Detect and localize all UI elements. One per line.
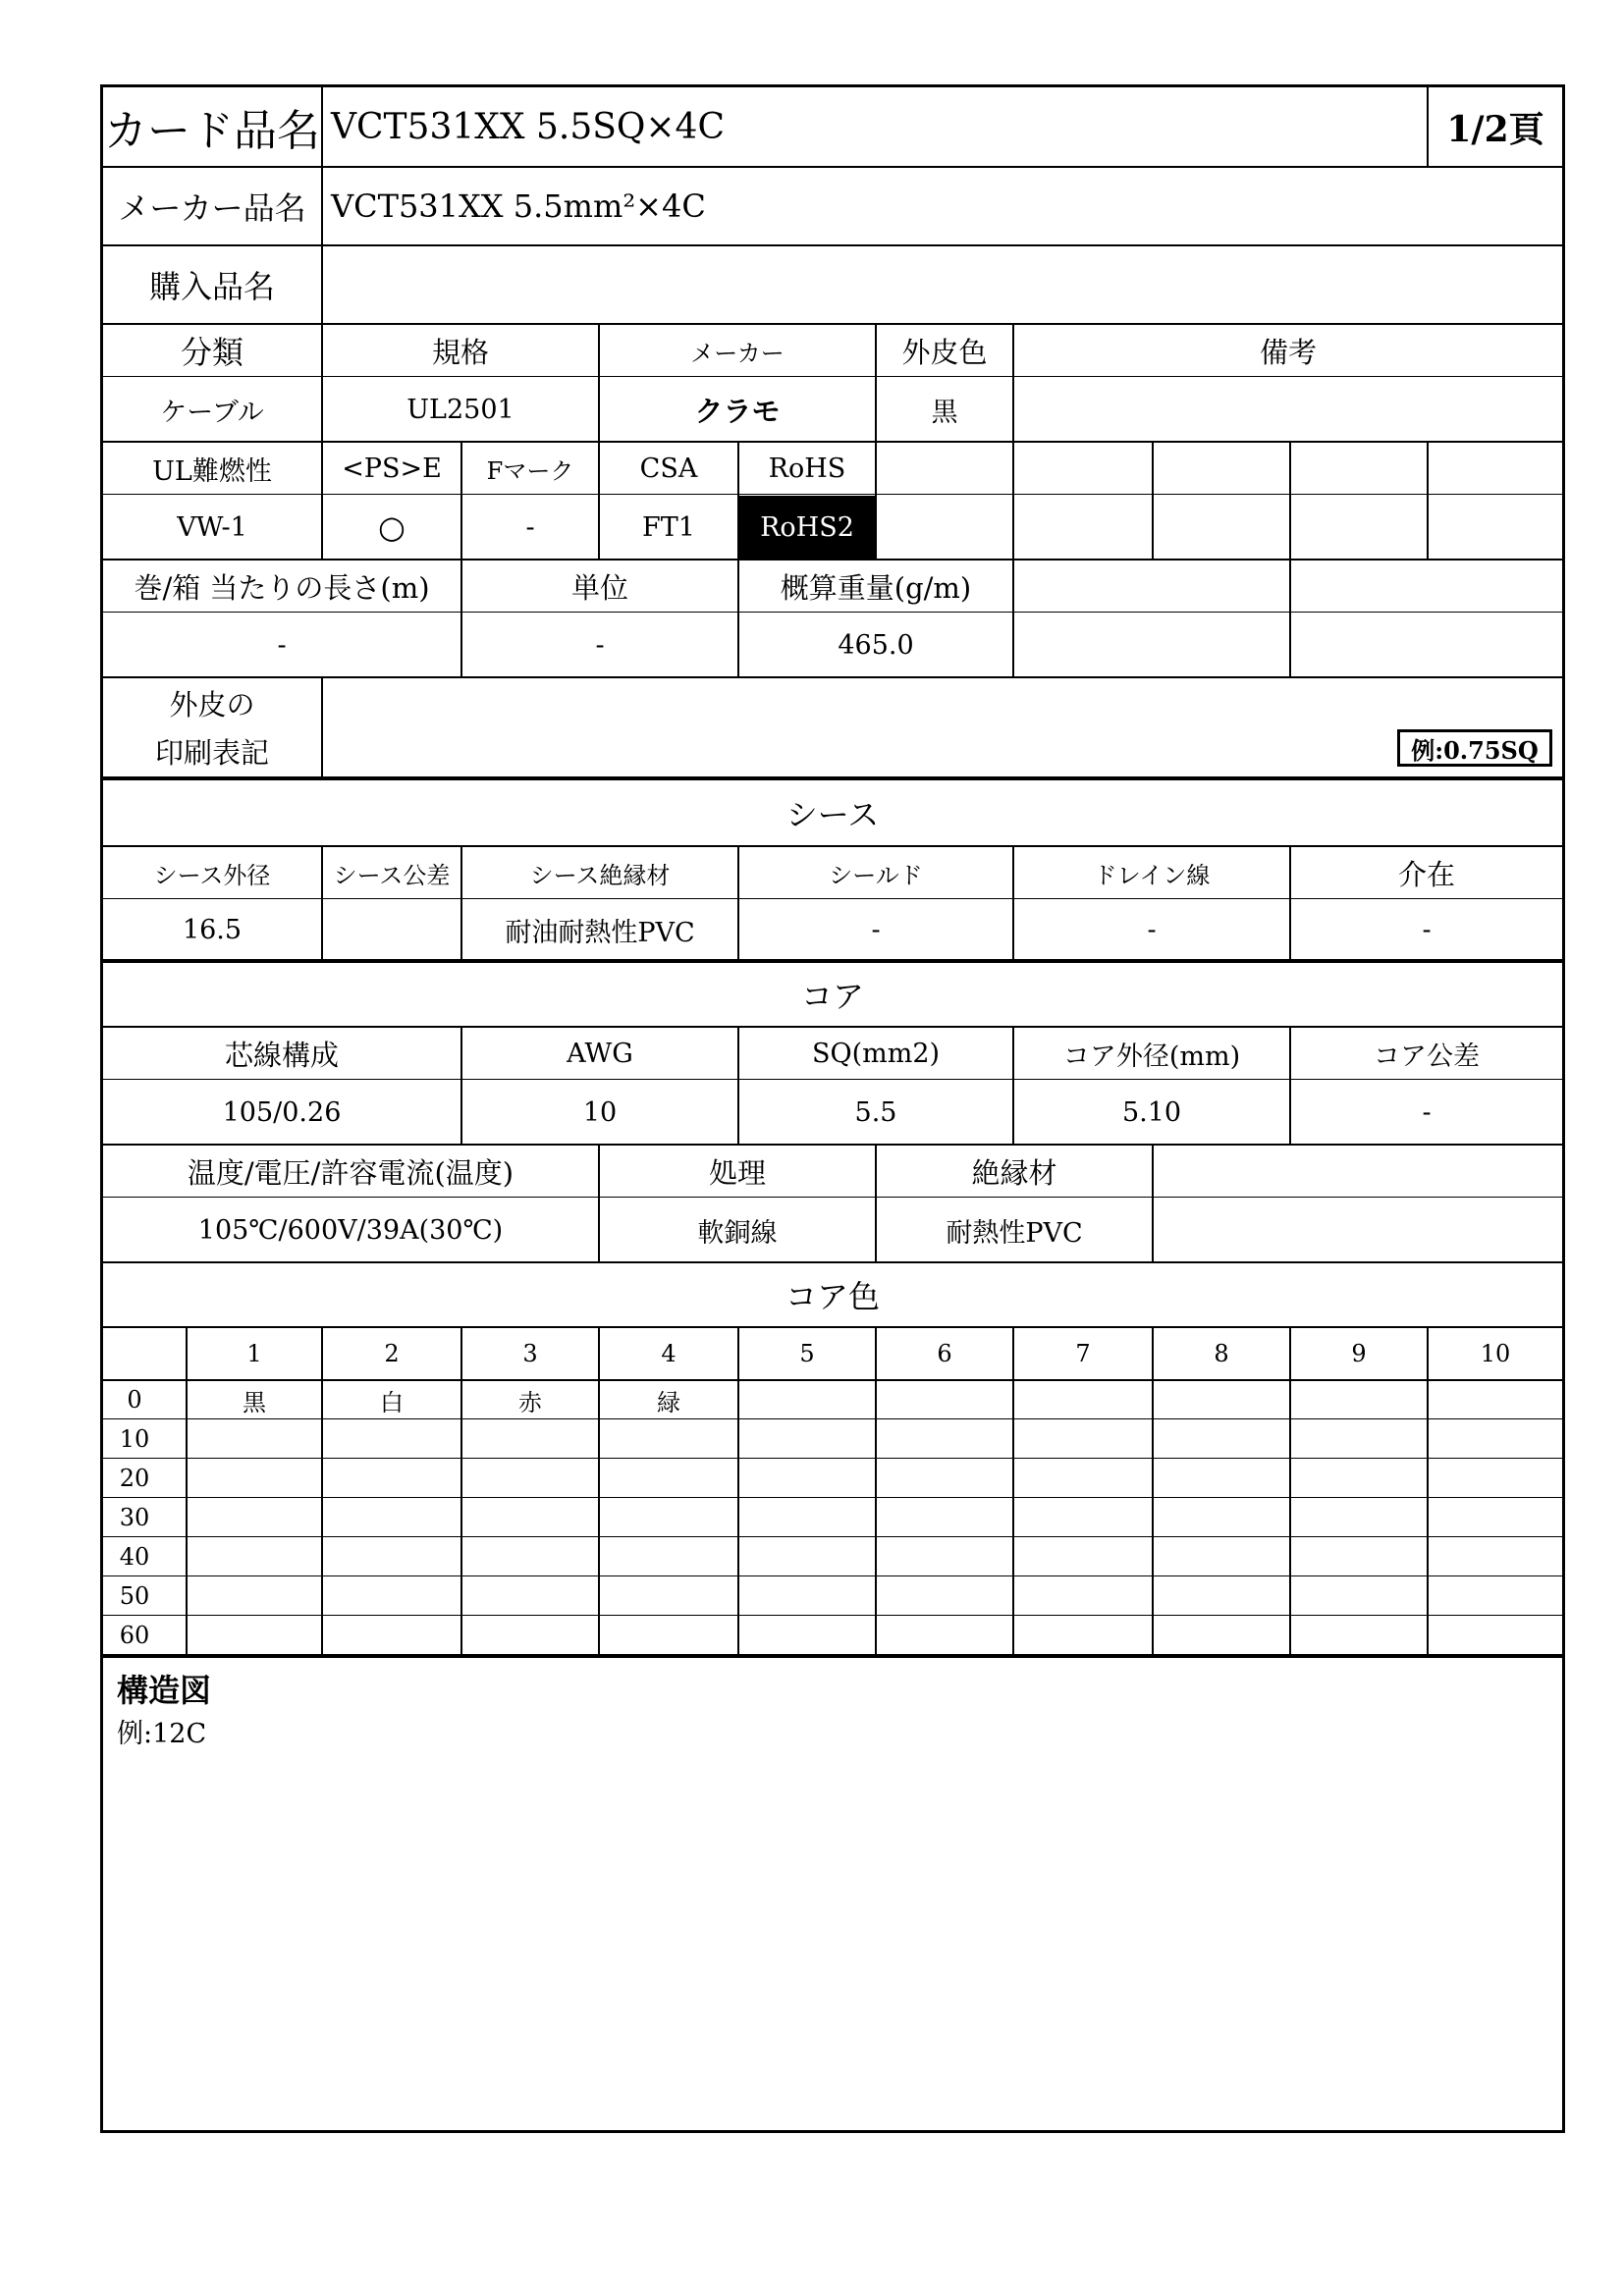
color-cell bbox=[1154, 1460, 1289, 1497]
color-row-label: 20 bbox=[119, 1465, 150, 1492]
color-cell bbox=[1154, 1420, 1289, 1458]
card-name-label: カード品名 bbox=[104, 106, 320, 156]
std-extra-value-1 bbox=[877, 496, 1012, 559]
spec-sheet bbox=[100, 84, 1565, 2133]
color-cell bbox=[1014, 1538, 1152, 1575]
rohs-value: RoHS2 bbox=[739, 496, 875, 559]
remarks-header: 備考 bbox=[1259, 335, 1317, 369]
color-cell bbox=[739, 1460, 875, 1497]
color-cell bbox=[323, 1420, 460, 1458]
unit-header: 単位 bbox=[570, 570, 628, 605]
color-cell bbox=[877, 1577, 1012, 1615]
purchase-name-value bbox=[331, 246, 1548, 323]
core-tolerance-header: コア公差 bbox=[1374, 1041, 1480, 1072]
maker-name-value: VCT531XX 5.5mm²×4C bbox=[331, 187, 706, 225]
color-col-header: 10 bbox=[1480, 1340, 1511, 1367]
f-mark-header: Fマーク bbox=[486, 456, 574, 485]
color-cell bbox=[600, 1577, 737, 1615]
color-cell bbox=[1014, 1420, 1152, 1458]
color-row-label: 30 bbox=[119, 1504, 150, 1531]
color-cell: 黒 bbox=[243, 1388, 266, 1416]
color-cell bbox=[1429, 1617, 1562, 1654]
conductor-construction-value: 105/0.26 bbox=[222, 1096, 342, 1128]
color-cell bbox=[462, 1538, 598, 1575]
color-cell bbox=[1154, 1538, 1289, 1575]
color-col-header: 1 bbox=[246, 1340, 262, 1367]
rating-header: 温度/電圧/許容電流(温度) bbox=[187, 1155, 514, 1190]
color-cell bbox=[1154, 1381, 1289, 1418]
color-cell bbox=[1014, 1499, 1152, 1536]
standard-header: 規格 bbox=[431, 335, 489, 369]
color-cell bbox=[600, 1460, 737, 1497]
unit-value: - bbox=[595, 629, 605, 661]
structure-title: 構造図 bbox=[117, 1672, 212, 1709]
color-cell bbox=[462, 1460, 598, 1497]
sheath-od-header: シース外径 bbox=[153, 861, 271, 889]
color-cell bbox=[1154, 1577, 1289, 1615]
print-example-box: 例:0.75SQ bbox=[1397, 729, 1552, 767]
std-extra-value-4 bbox=[1291, 496, 1427, 559]
color-cell bbox=[323, 1617, 460, 1654]
color-cell bbox=[739, 1617, 875, 1654]
sheath-tolerance-value bbox=[323, 900, 460, 959]
color-cell bbox=[1429, 1381, 1562, 1418]
color-cell bbox=[323, 1577, 460, 1615]
color-cell bbox=[462, 1499, 598, 1536]
drain-wire-value: - bbox=[1147, 914, 1157, 945]
f-mark-value: - bbox=[525, 511, 535, 543]
color-cell bbox=[1429, 1577, 1562, 1615]
maker-value: クラモ bbox=[694, 394, 781, 428]
approx-weight-header: 概算重量(g/m) bbox=[780, 570, 972, 605]
color-cell bbox=[739, 1381, 875, 1418]
core-color-section-title: コア色 bbox=[785, 1278, 880, 1315]
color-cell bbox=[1291, 1460, 1427, 1497]
color-row-label: 50 bbox=[119, 1582, 150, 1610]
color-cell bbox=[1154, 1617, 1289, 1654]
color-cell bbox=[323, 1499, 460, 1536]
sheath-section-title: シース bbox=[785, 796, 880, 833]
length-per-reel-header: 巻/箱 当たりの長さ(m) bbox=[134, 570, 430, 605]
color-col-header: 2 bbox=[384, 1340, 400, 1367]
color-cell bbox=[188, 1617, 321, 1654]
color-cell bbox=[1014, 1460, 1152, 1497]
weight-extra-header-1 bbox=[1014, 561, 1289, 612]
purchase-name-label: 購入品名 bbox=[148, 268, 275, 305]
maker-header: メーカー bbox=[690, 339, 785, 367]
weight-extra-value-1 bbox=[1014, 614, 1289, 676]
color-cell bbox=[877, 1617, 1012, 1654]
maker-name-label: メーカー品名 bbox=[118, 189, 306, 227]
color-cell bbox=[739, 1538, 875, 1575]
core-od-value: 5.10 bbox=[1121, 1096, 1182, 1128]
print-label-line2: 印刷表記 bbox=[154, 735, 269, 770]
insulation-header: 絶縁材 bbox=[971, 1155, 1057, 1190]
weight-extra-header-2 bbox=[1291, 561, 1562, 612]
csa-header: CSA bbox=[639, 453, 698, 484]
color-cell bbox=[739, 1577, 875, 1615]
core-tolerance-value: - bbox=[1422, 1096, 1432, 1128]
color-cell bbox=[1291, 1420, 1427, 1458]
color-col-header: 8 bbox=[1214, 1340, 1229, 1367]
rohs-header: RoHS bbox=[768, 453, 846, 484]
color-row-label: 10 bbox=[119, 1425, 150, 1453]
csa-value: FT1 bbox=[642, 511, 695, 543]
color-cell bbox=[1291, 1617, 1427, 1654]
structure-example: 例:12C bbox=[117, 1718, 207, 1749]
color-cell bbox=[1291, 1538, 1427, 1575]
treatment-header: 処理 bbox=[708, 1155, 766, 1190]
length-per-reel-value: - bbox=[277, 629, 287, 661]
shield-header: シールド bbox=[829, 861, 923, 889]
ul-flame-header: UL難燃性 bbox=[152, 455, 272, 487]
std-extra-value-3 bbox=[1154, 496, 1289, 559]
classification-header: 分類 bbox=[180, 334, 244, 371]
standard-value: UL2501 bbox=[406, 394, 514, 425]
color-cell bbox=[188, 1460, 321, 1497]
color-cell bbox=[1291, 1499, 1427, 1536]
std-extra-value-2 bbox=[1014, 496, 1152, 559]
color-cell bbox=[739, 1499, 875, 1536]
structure-drawing-area bbox=[103, 1752, 1562, 2125]
classification-value: ケーブル bbox=[160, 397, 264, 428]
color-row-label: 40 bbox=[119, 1543, 150, 1571]
color-cell bbox=[1429, 1538, 1562, 1575]
color-col-header: 7 bbox=[1075, 1340, 1091, 1367]
color-cell bbox=[1291, 1381, 1427, 1418]
color-cell bbox=[877, 1420, 1012, 1458]
std-extra-header-1 bbox=[877, 443, 1012, 494]
color-cell: 白 bbox=[380, 1388, 404, 1416]
page-indicator: 1/2頁 bbox=[1446, 108, 1544, 150]
sq-value: 5.5 bbox=[854, 1096, 897, 1128]
electrical-extra-header bbox=[1154, 1146, 1562, 1197]
ul-flame-value: VW-1 bbox=[177, 511, 247, 543]
drain-wire-header: ドレイン線 bbox=[1093, 861, 1211, 889]
color-cell bbox=[877, 1381, 1012, 1418]
sq-header: SQ(mm2) bbox=[811, 1038, 941, 1069]
sheath-insulation-value: 耐油耐熱性PVC bbox=[505, 917, 695, 948]
color-cell bbox=[323, 1460, 460, 1497]
sheath-insulation-header: シース絶縁材 bbox=[529, 861, 671, 889]
color-cell bbox=[462, 1617, 598, 1654]
shield-value: - bbox=[871, 914, 881, 945]
color-cell bbox=[600, 1538, 737, 1575]
color-col-header: 3 bbox=[522, 1340, 538, 1367]
conductor-construction-header: 芯線構成 bbox=[224, 1038, 339, 1072]
core-od-header: コア外径(mm) bbox=[1062, 1041, 1241, 1072]
insulation-value: 耐熱性PVC bbox=[946, 1217, 1083, 1249]
color-cell bbox=[1429, 1460, 1562, 1497]
std-extra-header-4 bbox=[1291, 443, 1427, 494]
card-name-value: VCT531XX 5.5SQ×4C bbox=[331, 106, 726, 147]
print-value bbox=[331, 678, 1313, 776]
color-cell bbox=[1291, 1577, 1427, 1615]
color-cell: 緑 bbox=[657, 1388, 680, 1416]
color-col-header: 4 bbox=[661, 1340, 677, 1367]
std-extra-header-3 bbox=[1154, 443, 1289, 494]
sheath-color-header: 外皮色 bbox=[901, 335, 988, 369]
filler-header: 介在 bbox=[1397, 857, 1455, 891]
color-cell bbox=[600, 1499, 737, 1536]
sheath-tolerance-header: シース公差 bbox=[333, 861, 451, 889]
color-cell bbox=[323, 1538, 460, 1575]
color-cell bbox=[1014, 1381, 1152, 1418]
approx-weight-value: 465.0 bbox=[838, 629, 914, 661]
color-cell bbox=[462, 1420, 598, 1458]
color-row-label: 0 bbox=[127, 1386, 142, 1414]
weight-extra-value-2 bbox=[1291, 614, 1562, 676]
color-cell bbox=[877, 1460, 1012, 1497]
color-cell bbox=[877, 1499, 1012, 1536]
color-cell bbox=[188, 1420, 321, 1458]
color-col-header: 5 bbox=[799, 1340, 815, 1367]
color-cell: 赤 bbox=[518, 1388, 542, 1416]
color-cell bbox=[188, 1577, 321, 1615]
pse-header: <PS>E bbox=[342, 453, 442, 484]
color-col-header: 9 bbox=[1351, 1340, 1367, 1367]
sheath-color-value: 黒 bbox=[931, 397, 958, 428]
rating-value: 105℃/600V/39A(30℃) bbox=[197, 1214, 504, 1246]
color-cell bbox=[462, 1577, 598, 1615]
treatment-value: 軟銅線 bbox=[697, 1217, 778, 1249]
color-cell bbox=[739, 1420, 875, 1458]
sheath-od-value: 16.5 bbox=[182, 914, 243, 945]
awg-header: AWG bbox=[567, 1038, 633, 1069]
color-cell bbox=[600, 1617, 737, 1654]
core-section-title: コア bbox=[800, 978, 864, 1015]
color-cell bbox=[1014, 1617, 1152, 1654]
color-cell bbox=[188, 1538, 321, 1575]
color-cell bbox=[1429, 1420, 1562, 1458]
color-cell bbox=[877, 1538, 1012, 1575]
filler-value: - bbox=[1422, 914, 1432, 945]
color-cell bbox=[1429, 1499, 1562, 1536]
color-cell bbox=[600, 1420, 737, 1458]
std-extra-header-2 bbox=[1014, 443, 1152, 494]
color-cell bbox=[1154, 1499, 1289, 1536]
pse-value: ○ bbox=[378, 508, 406, 546]
awg-value: 10 bbox=[582, 1096, 618, 1128]
color-row-label: 60 bbox=[119, 1622, 150, 1649]
color-col-header: 6 bbox=[937, 1340, 952, 1367]
print-label-line1: 外皮の bbox=[169, 687, 255, 721]
remarks-value bbox=[1014, 378, 1562, 441]
color-cell bbox=[1014, 1577, 1152, 1615]
electrical-extra-value bbox=[1154, 1199, 1562, 1261]
color-cell bbox=[188, 1499, 321, 1536]
